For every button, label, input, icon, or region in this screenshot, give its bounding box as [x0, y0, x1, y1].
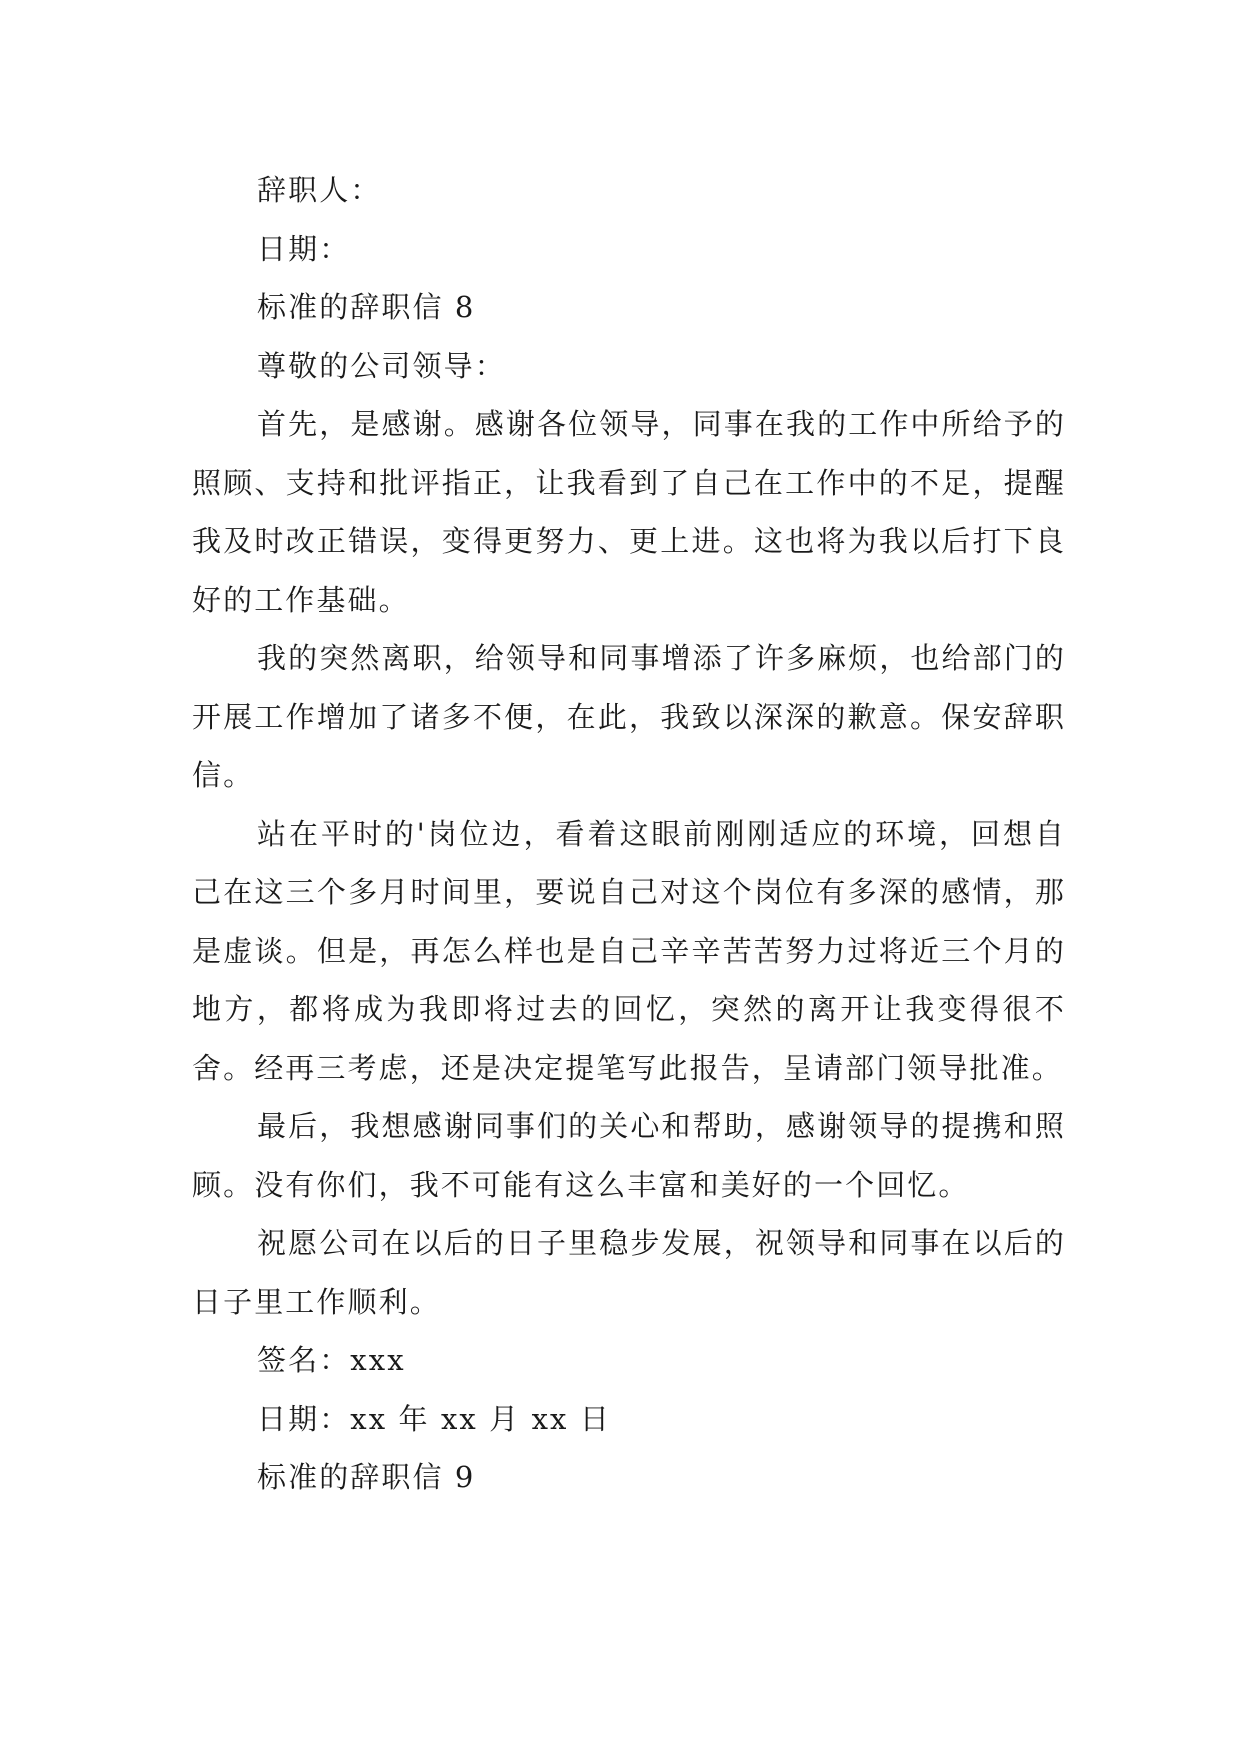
- signature-line: 签名：xxx: [257, 1343, 406, 1377]
- paragraph-reflection: 站在平时的'岗位边，看着这眼前刚刚适应的环境，回想自己在这三个多月时间里，要说自己对这个岗位有多深的感情，那是虚谈。但是，再怎么样也是自己辛辛苦苦努力过将近三个月的地方，都将成为我即将过去的回忆，突然的离开让我变得很不舍。经再三考虑，还是决定提笔写此报告，呈请部门领导批准。: [192, 816, 1066, 1085]
- date-line: 日期：xx 年 xx 月 xx 日: [257, 1401, 611, 1436]
- letter-heading-8: 标准的辞职信 8: [257, 290, 476, 324]
- paragraph-thanks: 首先，是感谢。感谢各位领导，同事在我的工作中所给予的照顾、支持和批评指正，让我看到了自己在工作中的不足，提醒我及时改正错误，变得更努力、更上进。这也将为我以后打下良好的工作基础。: [192, 407, 1066, 617]
- document-body: [192, 161, 1066, 1507]
- letter-heading-9: 标准的辞职信 9: [257, 1460, 476, 1494]
- paragraph-wishes: 祝愿公司在以后的日子里稳步发展，祝领导和同事在以后的日子里工作顺利。: [192, 1226, 1066, 1319]
- paragraph-gratitude: 最后，我想感谢同事们的关心和帮助，感谢领导的提携和照顾。没有你们，我不可能有这么丰富和美好的一个回忆。: [192, 1109, 1066, 1202]
- signer-label: 辞职人：: [257, 173, 382, 207]
- date-label: 日期：: [257, 231, 351, 266]
- salutation: 尊敬的公司领导：: [257, 348, 506, 383]
- paragraph-apology: 我的突然离职，给领导和同事增添了许多麻烦，也给部门的开展工作增加了诸多不便，在此，我致以深深的歉意。保安辞职信。: [192, 641, 1066, 792]
